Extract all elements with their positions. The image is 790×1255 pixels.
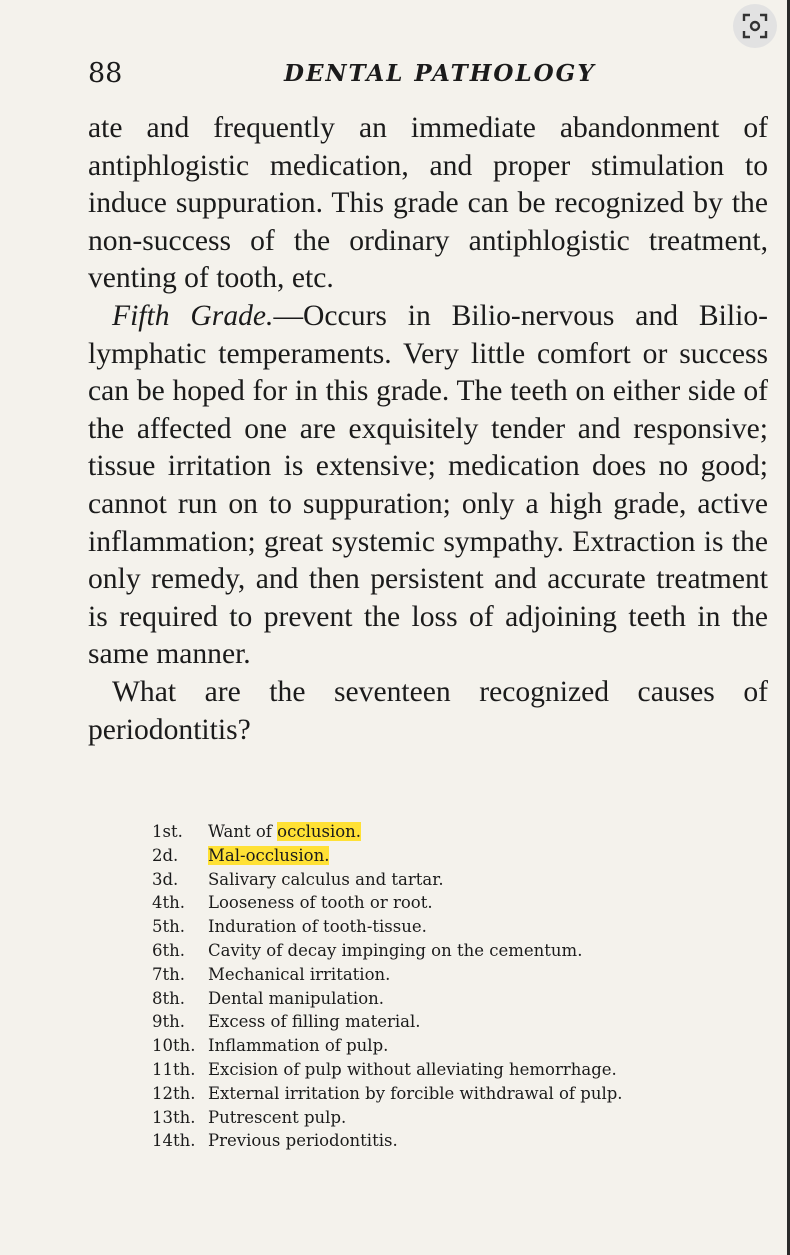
list-item xyxy=(152,1010,752,1034)
body-text xyxy=(88,110,768,749)
paragraph-continuation: ate and frequently an immediate abandonment of antiphlogistic medication, and proper stimulation to induce suppuration. This grade can be recognized by the non-success of the ordinary antiphlogistic treatment, venting of tooth, etc. xyxy=(88,112,768,295)
list-text: Mechanical irritation. xyxy=(208,964,391,984)
list-text: Excision of pulp without alleviating hemorrhage. xyxy=(208,1059,617,1079)
list-number: 3d. xyxy=(152,869,179,889)
paragraph-fifth-grade xyxy=(88,298,768,674)
highlighted-text: occlusion. xyxy=(277,822,362,841)
highlighted-text: Mal-occlusion. xyxy=(208,845,330,865)
causes-list xyxy=(152,820,752,1153)
list-number: 13th. xyxy=(152,1107,196,1127)
list-number: 10th. xyxy=(152,1036,196,1056)
list-item xyxy=(152,1058,752,1082)
list-item xyxy=(152,987,752,1011)
list-text: External irritation by forcible withdrawal of pulp. xyxy=(208,1083,623,1103)
list-text: Salivary calculus and tartar. xyxy=(208,869,444,889)
scan-icon[interactable] xyxy=(733,4,777,48)
list-text: Inflammation of pulp. xyxy=(208,1036,389,1056)
list-number: 2d. xyxy=(152,845,179,865)
running-head: DENTAL PATHOLOGY xyxy=(284,60,596,87)
list-text: Want of xyxy=(208,822,278,841)
list-number: 14th. xyxy=(152,1131,196,1151)
page-number: 88 xyxy=(88,58,123,89)
list-text: Putrescent pulp. xyxy=(208,1107,347,1127)
list-text: Induration of tooth-tissue. xyxy=(208,917,427,937)
list-item xyxy=(152,1034,752,1058)
list-number: 8th. xyxy=(152,988,185,1008)
list-number: 9th. xyxy=(152,1012,185,1032)
list-text: Previous periodontitis. xyxy=(208,1131,398,1151)
list-item xyxy=(152,868,752,892)
page-header xyxy=(88,58,768,94)
list-item xyxy=(152,1082,752,1106)
list-number: 11th. xyxy=(152,1059,196,1079)
list-text: Excess of filling material. xyxy=(208,1012,421,1032)
list-number: 5th. xyxy=(152,917,185,937)
list-item xyxy=(152,915,752,939)
fifth-grade-text: —Occurs in Bilio-nervous and Bilio-lymphatic temperaments. Very little comfort or success can be hoped for in this grade. The teeth on either side of the affected one are exquisitely tender and responsive; tissue irritation is extensive; medication does no good; cannot run on to suppuration; only a high grade, active inflammation; great systemic sympathy. Extraction is the only remedy, and then persistent and accurate treatment is required to prevent the loss of adjoining teeth in the same manner. xyxy=(88,299,768,671)
list-number: 1st. xyxy=(152,822,183,841)
list-item xyxy=(152,1129,752,1153)
scan-icon-glyph xyxy=(742,13,768,39)
list-text: Looseness of tooth or root. xyxy=(208,893,433,913)
list-item xyxy=(152,820,752,844)
list-item xyxy=(152,891,752,915)
list-number: 4th. xyxy=(152,893,185,913)
list-text: Cavity of decay impinging on the cementum. xyxy=(208,940,583,960)
list-item xyxy=(152,844,752,868)
list-item xyxy=(152,1106,752,1130)
question-paragraph: What are the seventeen recognized causes of periodontitis? xyxy=(88,675,768,746)
list-number: 7th. xyxy=(152,964,185,984)
list-item xyxy=(152,963,752,987)
list-number: 12th. xyxy=(152,1083,196,1103)
fifth-grade-label: Fifth Grade. xyxy=(112,299,274,332)
list-text: Dental manipulation. xyxy=(208,988,385,1008)
list-item xyxy=(152,939,752,963)
list-number: 6th. xyxy=(152,940,185,960)
